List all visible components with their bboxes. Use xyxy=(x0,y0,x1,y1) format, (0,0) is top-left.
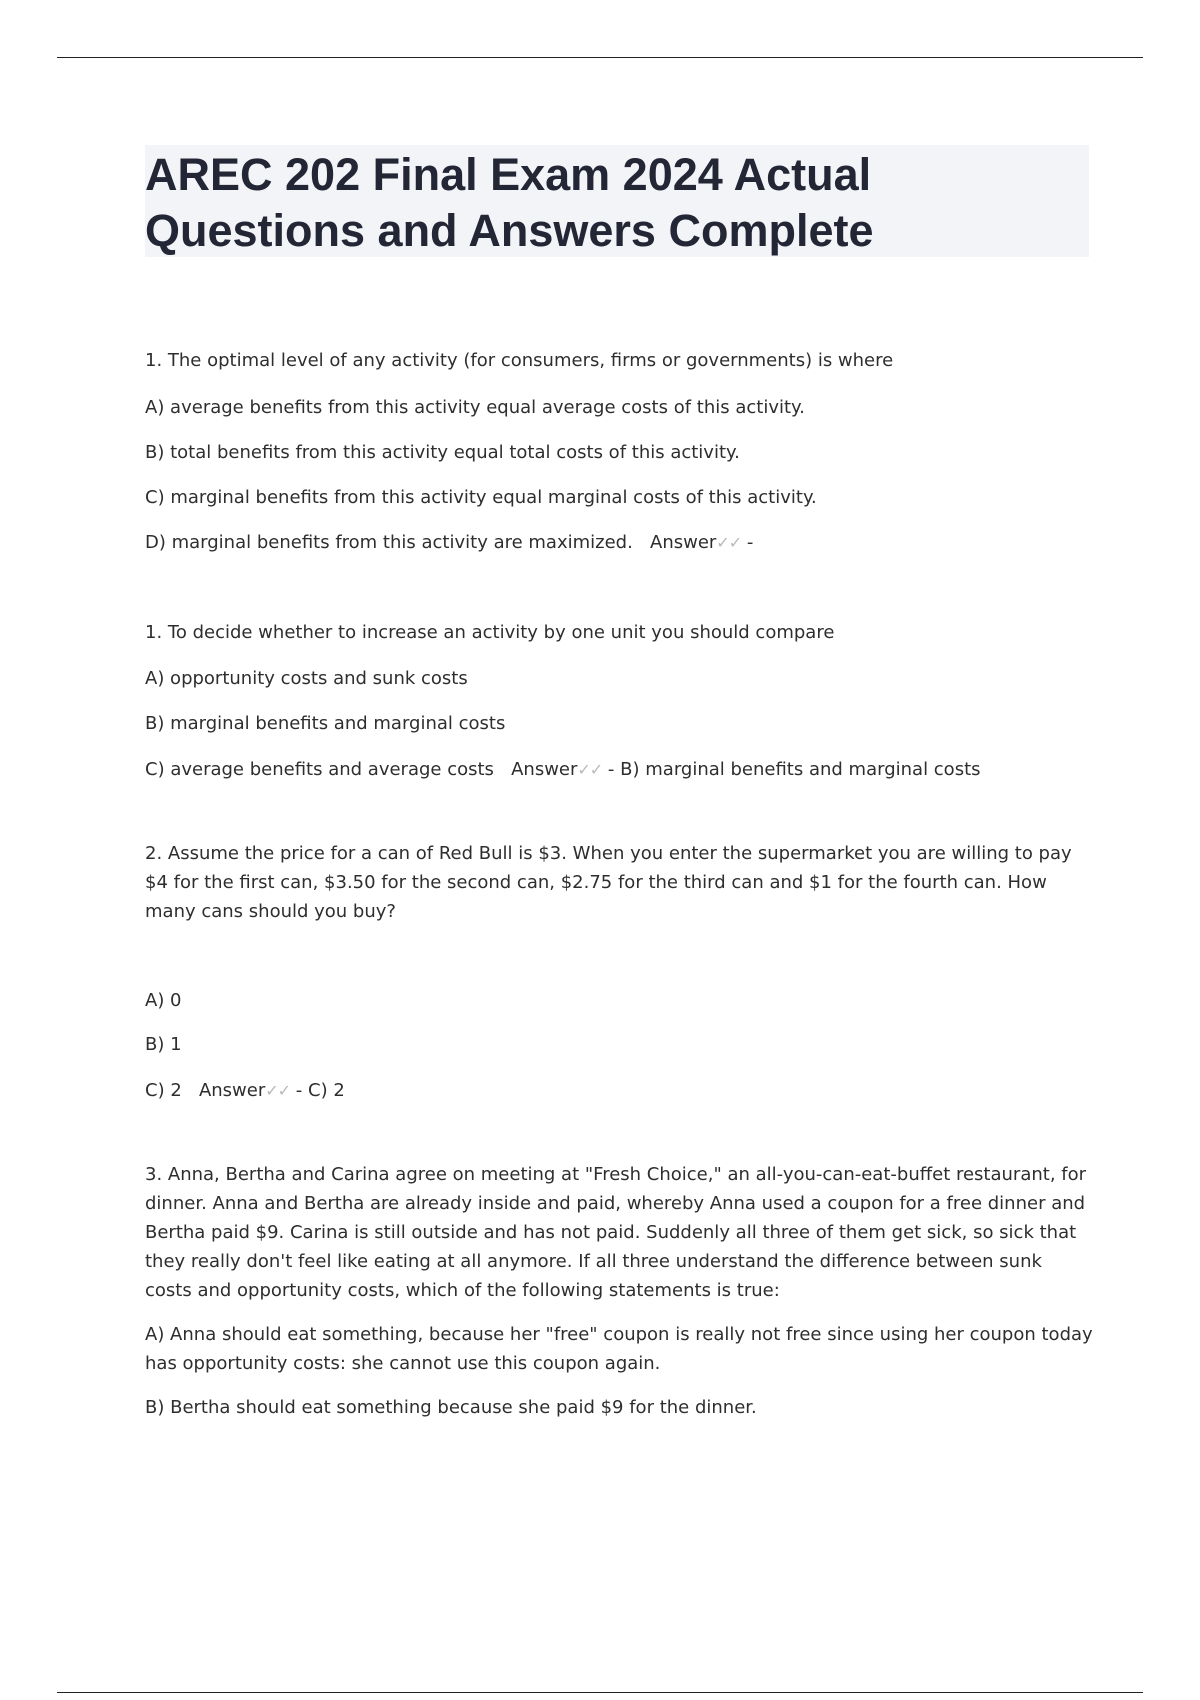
title-line-2: Questions and Answers Complete xyxy=(145,205,874,256)
question-stem-line-2: dinner. Anna and Bertha are already inside and paid, whereby Anna used a coupon for a free dinner and xyxy=(145,1193,1086,1214)
question-stem-line-1: 2. Assume the price for a can of Red Bull is $3. When you enter the supermarket you are willing to pay xyxy=(145,843,1072,864)
answer-label: Answer xyxy=(511,759,578,780)
option-c-with-answer xyxy=(145,1076,1095,1105)
bottom-rule xyxy=(57,1692,1143,1693)
answer-suffix: - xyxy=(602,759,621,780)
answer-label: Answer xyxy=(650,532,717,553)
question-stem-line-4: they really don't feel like eating at all anymore. If all three understand the difference between sunk xyxy=(145,1251,1042,1272)
question-stem: 1. The optimal level of any activity (for consumers, firms or governments) is where xyxy=(145,350,894,371)
question-3 xyxy=(145,1160,1095,1422)
question-stem-line-3: many cans should you buy? xyxy=(145,901,396,922)
check-icon: ✓✓ xyxy=(577,760,603,779)
check-icon: ✓✓ xyxy=(265,1081,291,1100)
question-2 xyxy=(145,839,1095,1105)
option-b: B) 1 xyxy=(145,1034,182,1055)
question-stem-line-3: Bertha paid $9. Carina is still outside and has not paid. Suddenly all three of them get sick, so sick that xyxy=(145,1222,1077,1243)
check-icon: ✓✓ xyxy=(716,533,742,552)
question-1b xyxy=(145,618,1095,784)
answer-label: Answer xyxy=(198,1080,266,1101)
option-a-line-1: A) Anna should eat something, because her "free" coupon is really not free since using her coupon today xyxy=(145,1324,1093,1345)
answer-suffix: - xyxy=(741,532,754,553)
answer-text: C) 2 xyxy=(308,1080,345,1101)
option-a: A) opportunity costs and sunk costs xyxy=(145,668,468,689)
option-b: B) Bertha should eat something because she paid $9 for the dinner. xyxy=(145,1397,757,1418)
option-a-line-2: has opportunity costs: she cannot use this coupon again. xyxy=(145,1353,661,1374)
answer-text: B) marginal benefits and marginal costs xyxy=(620,759,981,780)
option-b: B) total benefits from this activity equal total costs of this activity. xyxy=(145,442,740,463)
option-c: C) average benefits and average costs xyxy=(145,759,494,780)
title-line-1: AREC 202 Final Exam 2024 Actual xyxy=(145,149,872,200)
question-stem-line-2: $4 for the first can, $3.50 for the second can, $2.75 for the third can and $1 for the fourth can. How xyxy=(145,872,1047,893)
answer-suffix: - xyxy=(290,1080,308,1101)
question-stem-line-1: 3. Anna, Bertha and Carina agree on meeting at "Fresh Choice," an all-you-can-eat-buffet restaurant, for xyxy=(145,1164,1087,1185)
option-c: C) marginal benefits from this activity equal marginal costs of this activity. xyxy=(145,487,817,508)
option-c: C) 2 xyxy=(145,1080,182,1101)
option-c-with-answer xyxy=(145,755,1095,784)
option-d: D) marginal benefits from this activity are maximized. xyxy=(145,532,633,553)
option-a: A) average benefits from this activity equal average costs of this activity. xyxy=(145,397,805,418)
top-rule xyxy=(57,57,1143,58)
option-d-with-answer xyxy=(145,528,1095,557)
question-stem-line-5: costs and opportunity costs, which of the following statements is true: xyxy=(145,1280,780,1301)
question-1 xyxy=(145,346,1095,557)
title-block xyxy=(145,145,1089,257)
option-a: A) 0 xyxy=(145,990,182,1011)
document-title xyxy=(145,147,1089,259)
document-content xyxy=(145,346,1095,1422)
option-b: B) marginal benefits and marginal costs xyxy=(145,713,506,734)
question-stem: 1. To decide whether to increase an activity by one unit you should compare xyxy=(145,622,835,643)
